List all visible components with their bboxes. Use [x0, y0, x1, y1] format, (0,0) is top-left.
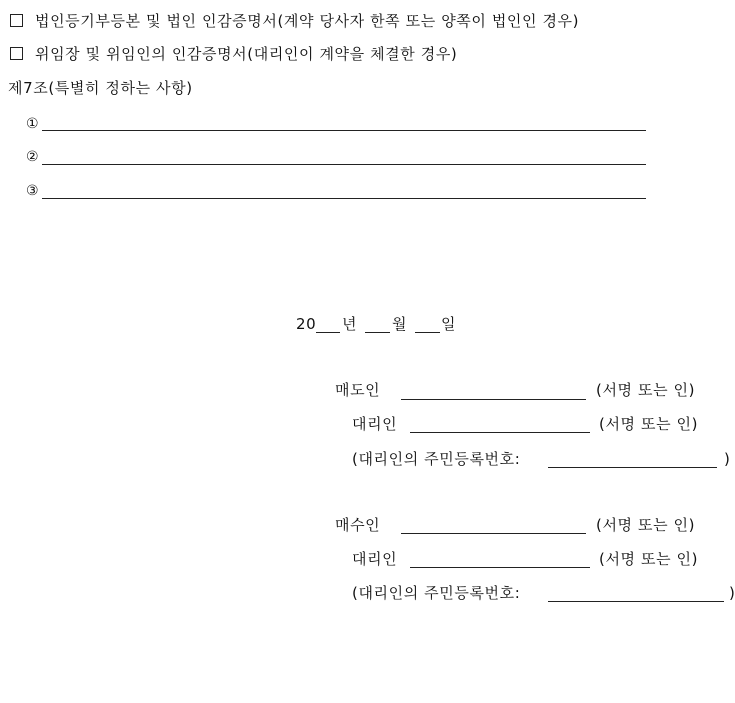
- item-line-3[interactable]: [42, 198, 646, 199]
- checklist-text: 위임장 및 위임인의 인감증명서(대리인이 계약을 체결한 경우): [35, 45, 458, 63]
- month-label: 월: [392, 315, 408, 333]
- buyer-agent-id-close: ): [729, 584, 735, 602]
- buyer-agent-id-label: (대리인의 주민등록번호:: [352, 584, 521, 602]
- year-label: 년: [342, 315, 358, 333]
- item-marker-3: ③: [26, 183, 40, 199]
- buyer-sign-line[interactable]: [401, 533, 586, 534]
- seller-sign-line[interactable]: [401, 399, 586, 400]
- item-line-1[interactable]: [42, 130, 646, 131]
- seller-agent-sign-note: (서명 또는 인): [599, 415, 699, 433]
- day-label: 일: [441, 315, 457, 333]
- item-line-2[interactable]: [42, 164, 646, 165]
- buyer-agent-label: 대리인: [352, 550, 398, 568]
- item-marker-2: ②: [26, 149, 40, 165]
- checkbox[interactable]: [10, 14, 23, 27]
- article-7-heading: 제7조(특별히 정하는 사항): [8, 79, 193, 97]
- buyer-agent-sign-line[interactable]: [410, 567, 590, 568]
- seller-label: 매도인: [335, 381, 381, 399]
- item-marker-1: ①: [26, 116, 40, 132]
- checklist-text: 법인등기부등본 및 법인 인감증명서(계약 당사자 한쪽 또는 양쪽이 법인인 경우): [35, 12, 580, 30]
- checkbox[interactable]: [10, 47, 23, 60]
- buyer-agent-sign-note: (서명 또는 인): [599, 550, 699, 568]
- seller-agent-id-close: ): [724, 450, 731, 468]
- buyer-agent-id-line[interactable]: [548, 601, 724, 602]
- day-blank[interactable]: [415, 332, 440, 333]
- buyer-label: 매수인: [335, 516, 381, 534]
- seller-agent-id-label: (대리인의 주민등록번호:: [352, 450, 521, 468]
- seller-agent-sign-line[interactable]: [410, 432, 590, 433]
- checklist-item: [10, 11, 579, 31]
- checklist-item: [10, 44, 457, 64]
- seller-agent-label: 대리인: [352, 415, 398, 433]
- year-blank[interactable]: [316, 332, 340, 333]
- date-prefix: 20: [296, 315, 317, 333]
- seller-sign-note: (서명 또는 인): [596, 381, 696, 399]
- seller-agent-id-line[interactable]: [548, 467, 717, 468]
- buyer-sign-note: (서명 또는 인): [596, 516, 696, 534]
- month-blank[interactable]: [365, 332, 390, 333]
